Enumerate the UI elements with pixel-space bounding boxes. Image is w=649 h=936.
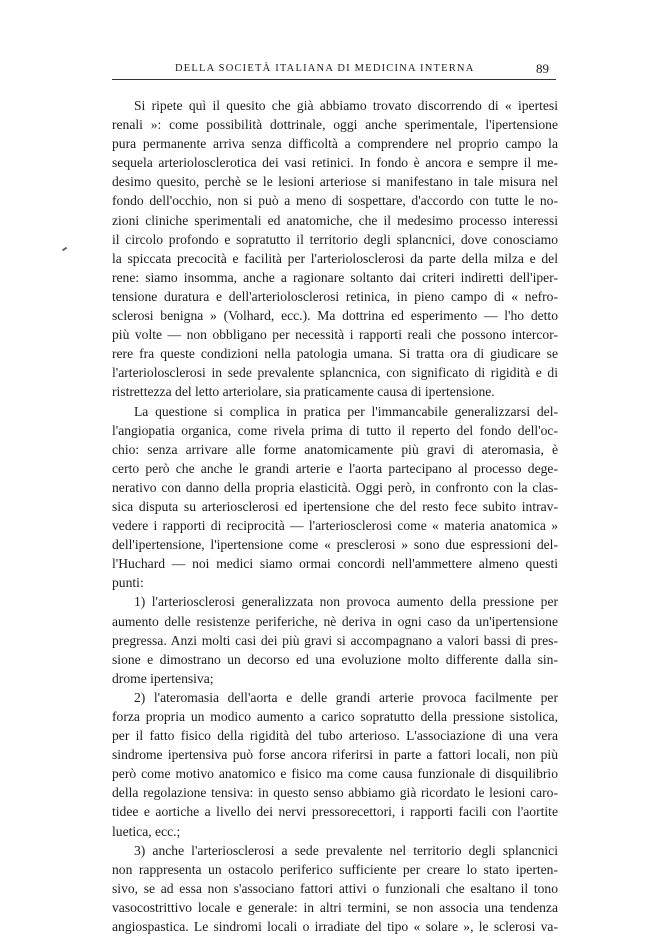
- text-line: punti:: [112, 575, 144, 591]
- list-item-3: 3) anche l'arteriosclerosi a sede prevalente nel territorio degli splancnici: [134, 842, 558, 858]
- text-line: sivo, se ad essa non s'associano fattori attivi o funzionali che esaltano il tono: [112, 880, 558, 896]
- text-line: rene: siamo insomma, anche a ragionare soltanto dai criteri indiretti dell'iper-: [112, 269, 558, 285]
- text-line: nerativo con danno della propria elasticità. Oggi però, in confronto con la clas-: [112, 479, 558, 495]
- text-line: renali »: come possibilità dottrinale, oggi anche sperimentale, l'ipertensione: [112, 117, 558, 133]
- text-line: rere fra queste condizioni nella patologia umana. Si tratta ora di giudicare se: [112, 346, 558, 362]
- text-line: fondo dell'occhio, non si può a meno di sospettare, d'accordo con tutte le no-: [112, 193, 558, 209]
- text-line: l'Huchard — noi medici siamo ormai concordi nell'ammettere almeno questi: [112, 556, 558, 572]
- text-line: zioni cliniche sperimentali ed anatomiche, che il medesimo processo interessi: [112, 212, 558, 228]
- text-line: forza propria un modico aumento a carico sopratutto della pressione sistolica,: [112, 709, 558, 724]
- text-line: sica disputa su arteriosclerosi ed ipertensione che del resto fece subito intrav-: [112, 498, 558, 514]
- text-line: chio: senza arrivare alle forme anatomicamente più gravi di ateromasia, è: [112, 441, 558, 457]
- list-item-1: 1) l'arteriosclerosi generalizzata non provoca aumento della pressione per: [134, 594, 558, 610]
- text-line: angiospastica. Le sindromi locali o irradiate del tipo « solare », le sclerosi va-: [112, 919, 558, 935]
- text-line: drome ipertensiva;: [112, 670, 214, 686]
- margin-mark: [62, 247, 67, 251]
- text-line: vedere i rapporti di reciprocità — l'arteriosclerosi come « materia anatomica »: [112, 518, 558, 534]
- page-number: 89: [536, 61, 549, 76]
- text-line: dell'ipertensione, l'ipertensione come « presclerosi » sono due espressioni del-: [112, 537, 558, 553]
- text-line: più volte — non obbligano per necessità i rapporti reali che possono intercor-: [112, 327, 558, 343]
- text-line: però come motivo anatomico e fisico ma come causa funzionale di disquilibrio: [112, 766, 558, 782]
- text-line: pura permanente arriva senza difficoltà a comprendere nel proprio campo la: [112, 136, 558, 152]
- text-line: l'angiopatia organica, come rivela prima di tutto il reperto del fondo dell'oc-: [112, 422, 558, 438]
- text-line: sindrome ipertensiva può forse ancora riferirsi in parte a fattori locali, non più: [112, 747, 558, 763]
- text-line: della regolazione tensiva: in questo senso abbiamo già ricordato le lesioni caro-: [112, 785, 558, 801]
- body-text: [112, 96, 558, 936]
- text-line: sione e dimostrano un decorso ed una evoluzione molto differente dalla sin-: [112, 651, 558, 667]
- text-line: La questione si complica in pratica per l'immancabile generalizzarsi del-: [134, 403, 558, 419]
- text-line: aumento delle resistenze periferiche, nè deriva in ogni caso da un'ipertensione: [112, 613, 558, 629]
- text-line: Si ripete quì il quesito che già abbiamo trovato discorrendo di « ipertesi: [134, 98, 558, 113]
- text-line: tensione duratura e dell'arteriolosclerosi retinica, in pieno campo di « nefro-: [112, 288, 558, 304]
- text-line: sclerosi benigna » (Volhard, ecc.). Ma dottrina ed esperimento — l'ho detto: [112, 308, 558, 324]
- text-line: il circolo profondo e sopratutto il territorio degli splancnici, dove conosciamo: [112, 231, 558, 247]
- text-line: certo però che anche le grandi arterie e l'aorta partecipano al processo dege-: [112, 460, 558, 476]
- text-line: sequela arteriolosclerotica dei vasi retinici. In fondo è ancora e sempre il me-: [112, 155, 558, 171]
- text-line: per il fatto fisico della rigidità del tubo arterioso. L'associazione di una vera: [112, 728, 558, 744]
- text-line: pregressa. Anzi molti casi dei più gravi si accompagnano a valori bassi di pres-: [112, 632, 558, 648]
- text-line: ristrettezza del letto arteriolare, sia praticamente causa di ipertensione.: [112, 384, 495, 400]
- text-line: desimo quesito, perchè se le lesioni arteriose si manifestano in tale misura nel: [112, 174, 558, 190]
- text-line: luetica, ecc.;: [112, 823, 181, 839]
- text-line: vasocostrittivo locale e generale: in altri termini, se non associa una tendenza: [112, 899, 558, 915]
- text-line: non rappresenta un ostacolo periferico sufficiente per creare lo stato iperten-: [112, 861, 558, 877]
- header-rule: [112, 79, 556, 80]
- list-item-2: 2) l'ateromasia dell'aorta e delle grandi arterie provoca facilmente per: [134, 689, 558, 705]
- text-line: l'arteriolosclerosi in sede prevalente splancnica, con significato di rigidità e di: [112, 365, 558, 381]
- text-line: la spiccata precocità e facilità per l'arteriolosclerosi da parte della milza e del: [112, 250, 558, 266]
- text-line: tidee e aortiche a livello dei nervi pressorecettori, i rapporti facili con l'aortite: [112, 804, 558, 820]
- running-header: DELLA SOCIETÀ ITALIANA DI MEDICINA INTERNA: [175, 63, 475, 74]
